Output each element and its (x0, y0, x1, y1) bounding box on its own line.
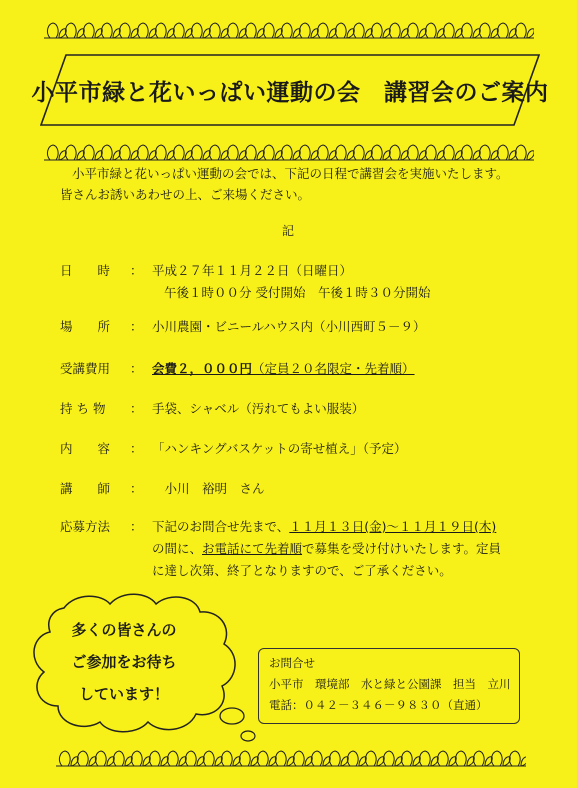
apply-period: １１月１３日(金)～１１月１９日(木) (289, 519, 497, 534)
garland-leaf (155, 145, 174, 160)
garland-leaf (203, 751, 222, 766)
garland-leaf (497, 23, 516, 38)
cloud-line-2: ご参加をお待ち (71, 653, 177, 671)
garland-leaf (167, 751, 186, 766)
fee-amount: 会費２，０００円 (152, 361, 253, 376)
garland-leaf (317, 145, 336, 160)
garland-leaf (515, 23, 534, 38)
cloud-line-1: 多くの皆さんの (71, 621, 177, 639)
garland-leaf (119, 23, 138, 38)
row-fee-label: 受講費用 (60, 361, 111, 376)
garland-leaf (281, 145, 300, 160)
row-content-label: 内 容 (60, 441, 111, 456)
row-place-value: 小川農園・ビニールハウス内（小川西町５－９） (152, 319, 426, 334)
row-place-colon: ： (130, 319, 143, 334)
cloud-line-3: しています！ (78, 685, 169, 703)
garland-leaf (65, 23, 84, 38)
row-apply-line-2 (152, 538, 552, 560)
garland-leaf (419, 751, 438, 766)
contact-phone: 電話：０４２－３４６－９８３０（直通） (269, 698, 488, 712)
garland-leaf (383, 751, 402, 766)
cloud-text (24, 614, 224, 710)
decorative-garland-bottom (56, 748, 526, 770)
row-items-label: 持 ち 物 (60, 401, 106, 416)
garland-leaf (437, 751, 456, 766)
row-content-value: 「ハンキングバスケットの寄せ植え」（予定） (152, 441, 407, 456)
garland-leaf (101, 145, 120, 160)
garland-leaf (47, 145, 66, 160)
garland-leaf (425, 23, 444, 38)
garland-leaf (191, 23, 210, 38)
garland-leaf (365, 751, 384, 766)
page-title: 小平市緑と花いっぱい運動の会 講習会のご案内 (31, 79, 549, 106)
garland-leaf (47, 23, 66, 38)
garland-leaf (401, 751, 420, 766)
garland-leaf (461, 23, 480, 38)
garland-leaf (299, 145, 318, 160)
garland-leaf (515, 145, 534, 160)
row-apply-label: 応募方法 (60, 519, 111, 534)
garland-leaf (389, 23, 408, 38)
ki-marker: 記 (282, 224, 295, 238)
garland-leaf (443, 23, 462, 38)
apply-line-2c: で募集を受け付けいたします。定員 (302, 541, 502, 556)
garland-leaf (257, 751, 276, 766)
decorative-garland-middle (44, 142, 534, 164)
garland-leaf (209, 145, 228, 160)
garland-leaf (443, 145, 462, 160)
row-items-value: 手袋、シャベル（汚れてもよい服装） (152, 401, 365, 416)
garland-leaf (335, 23, 354, 38)
garland-leaf (389, 145, 408, 160)
garland-leaf (245, 23, 264, 38)
row-date-label: 日 時 (60, 263, 111, 278)
garland-leaf (293, 751, 312, 766)
garland-leaf (335, 145, 354, 160)
garland-leaf (461, 145, 480, 160)
fee-note: （定員２０名限定・先着順） (252, 361, 415, 376)
intro-line-1: 小平市緑と花いっぱい運動の会では、下記の日程で講習会を実施いたします。 (72, 166, 509, 181)
garland-leaf (479, 23, 498, 38)
garland-leaf (155, 23, 174, 38)
garland-leaf (65, 145, 84, 160)
row-apply-colon: ： (130, 519, 143, 534)
garland-leaf (425, 145, 444, 160)
row-content-colon: ： (130, 441, 143, 456)
row-apply-line-1 (152, 516, 552, 538)
garland-leaf (101, 23, 120, 38)
garland-leaf (371, 23, 390, 38)
garland-leaf (191, 145, 210, 160)
row-fee-value (152, 358, 552, 380)
garland-leaf (173, 23, 192, 38)
garland-leaf (185, 751, 204, 766)
garland-leaf (263, 23, 282, 38)
garland-leaf (227, 23, 246, 38)
row-lecturer-label: 講 師 (60, 481, 111, 496)
garland-leaf (473, 751, 492, 766)
contact-department: 小平市 環境部 水と緑と公園課 担当 立川 (269, 677, 511, 691)
row-date-colon: ： (130, 263, 143, 278)
garland-leaf (227, 145, 246, 160)
garland-leaf (455, 751, 474, 766)
garland-leaf (281, 23, 300, 38)
garland-leaf (95, 751, 114, 766)
row-apply-line-3: に達し次第、終了となりますので、ご了承ください。 (152, 563, 452, 578)
apply-line-2a: の間に、 (152, 541, 203, 556)
garland-leaf (275, 751, 294, 766)
garland-leaf (131, 751, 150, 766)
garland-leaf (509, 751, 526, 766)
garland-leaf (113, 751, 132, 766)
row-items-colon: ： (130, 401, 143, 416)
garland-leaf (353, 23, 372, 38)
garland-leaf (497, 145, 516, 160)
garland-svg (44, 142, 534, 164)
contact-box (258, 648, 520, 724)
row-lecturer-colon: ： (130, 481, 143, 496)
garland-leaf (239, 751, 258, 766)
garland-leaf (311, 751, 330, 766)
garland-leaf (209, 23, 228, 38)
intro-line-2: 皆さんお誘いあわせの上、ご来場ください。 (60, 187, 311, 202)
row-place-label: 場 所 (60, 319, 111, 334)
garland-svg (56, 748, 526, 770)
garland-leaf (299, 23, 318, 38)
garland-leaf (245, 145, 264, 160)
row-date-value-2: 午後１時００分 受付開始 午後１時３０分開始 (164, 285, 431, 300)
garland-leaf (83, 23, 102, 38)
apply-method: お電話にて先着順 (202, 541, 303, 556)
contact-heading: お問合せ (269, 656, 315, 670)
garland-leaf (479, 145, 498, 160)
garland-leaf (221, 751, 240, 766)
row-date-value-1: 平成２７年１１月２２日（日曜日） (152, 263, 353, 278)
garland-leaf (329, 751, 348, 766)
garland-leaf (149, 751, 168, 766)
garland-leaf (119, 145, 138, 160)
garland-leaf (137, 145, 156, 160)
garland-leaf (263, 145, 282, 160)
garland-leaf (491, 751, 510, 766)
speech-cloud (24, 590, 256, 748)
intro-text (60, 163, 550, 205)
garland-leaf (317, 23, 336, 38)
garland-leaf (77, 751, 96, 766)
decorative-garland-top (44, 20, 534, 42)
row-fee-colon: ： (130, 361, 143, 376)
garland-leaf (353, 145, 372, 160)
garland-leaf (347, 751, 366, 766)
row-lecturer-value: 小川 裕明 さん (152, 481, 265, 496)
title-banner (31, 54, 549, 126)
garland-leaf (407, 145, 426, 160)
garland-leaf (407, 23, 426, 38)
garland-leaf (83, 145, 102, 160)
garland-leaf (371, 145, 390, 160)
garland-leaf (137, 23, 156, 38)
garland-leaf (59, 751, 78, 766)
apply-line-1a: 下記のお問合せ先まで、 (152, 519, 290, 534)
garland-leaf (173, 145, 192, 160)
garland-svg (44, 20, 534, 42)
